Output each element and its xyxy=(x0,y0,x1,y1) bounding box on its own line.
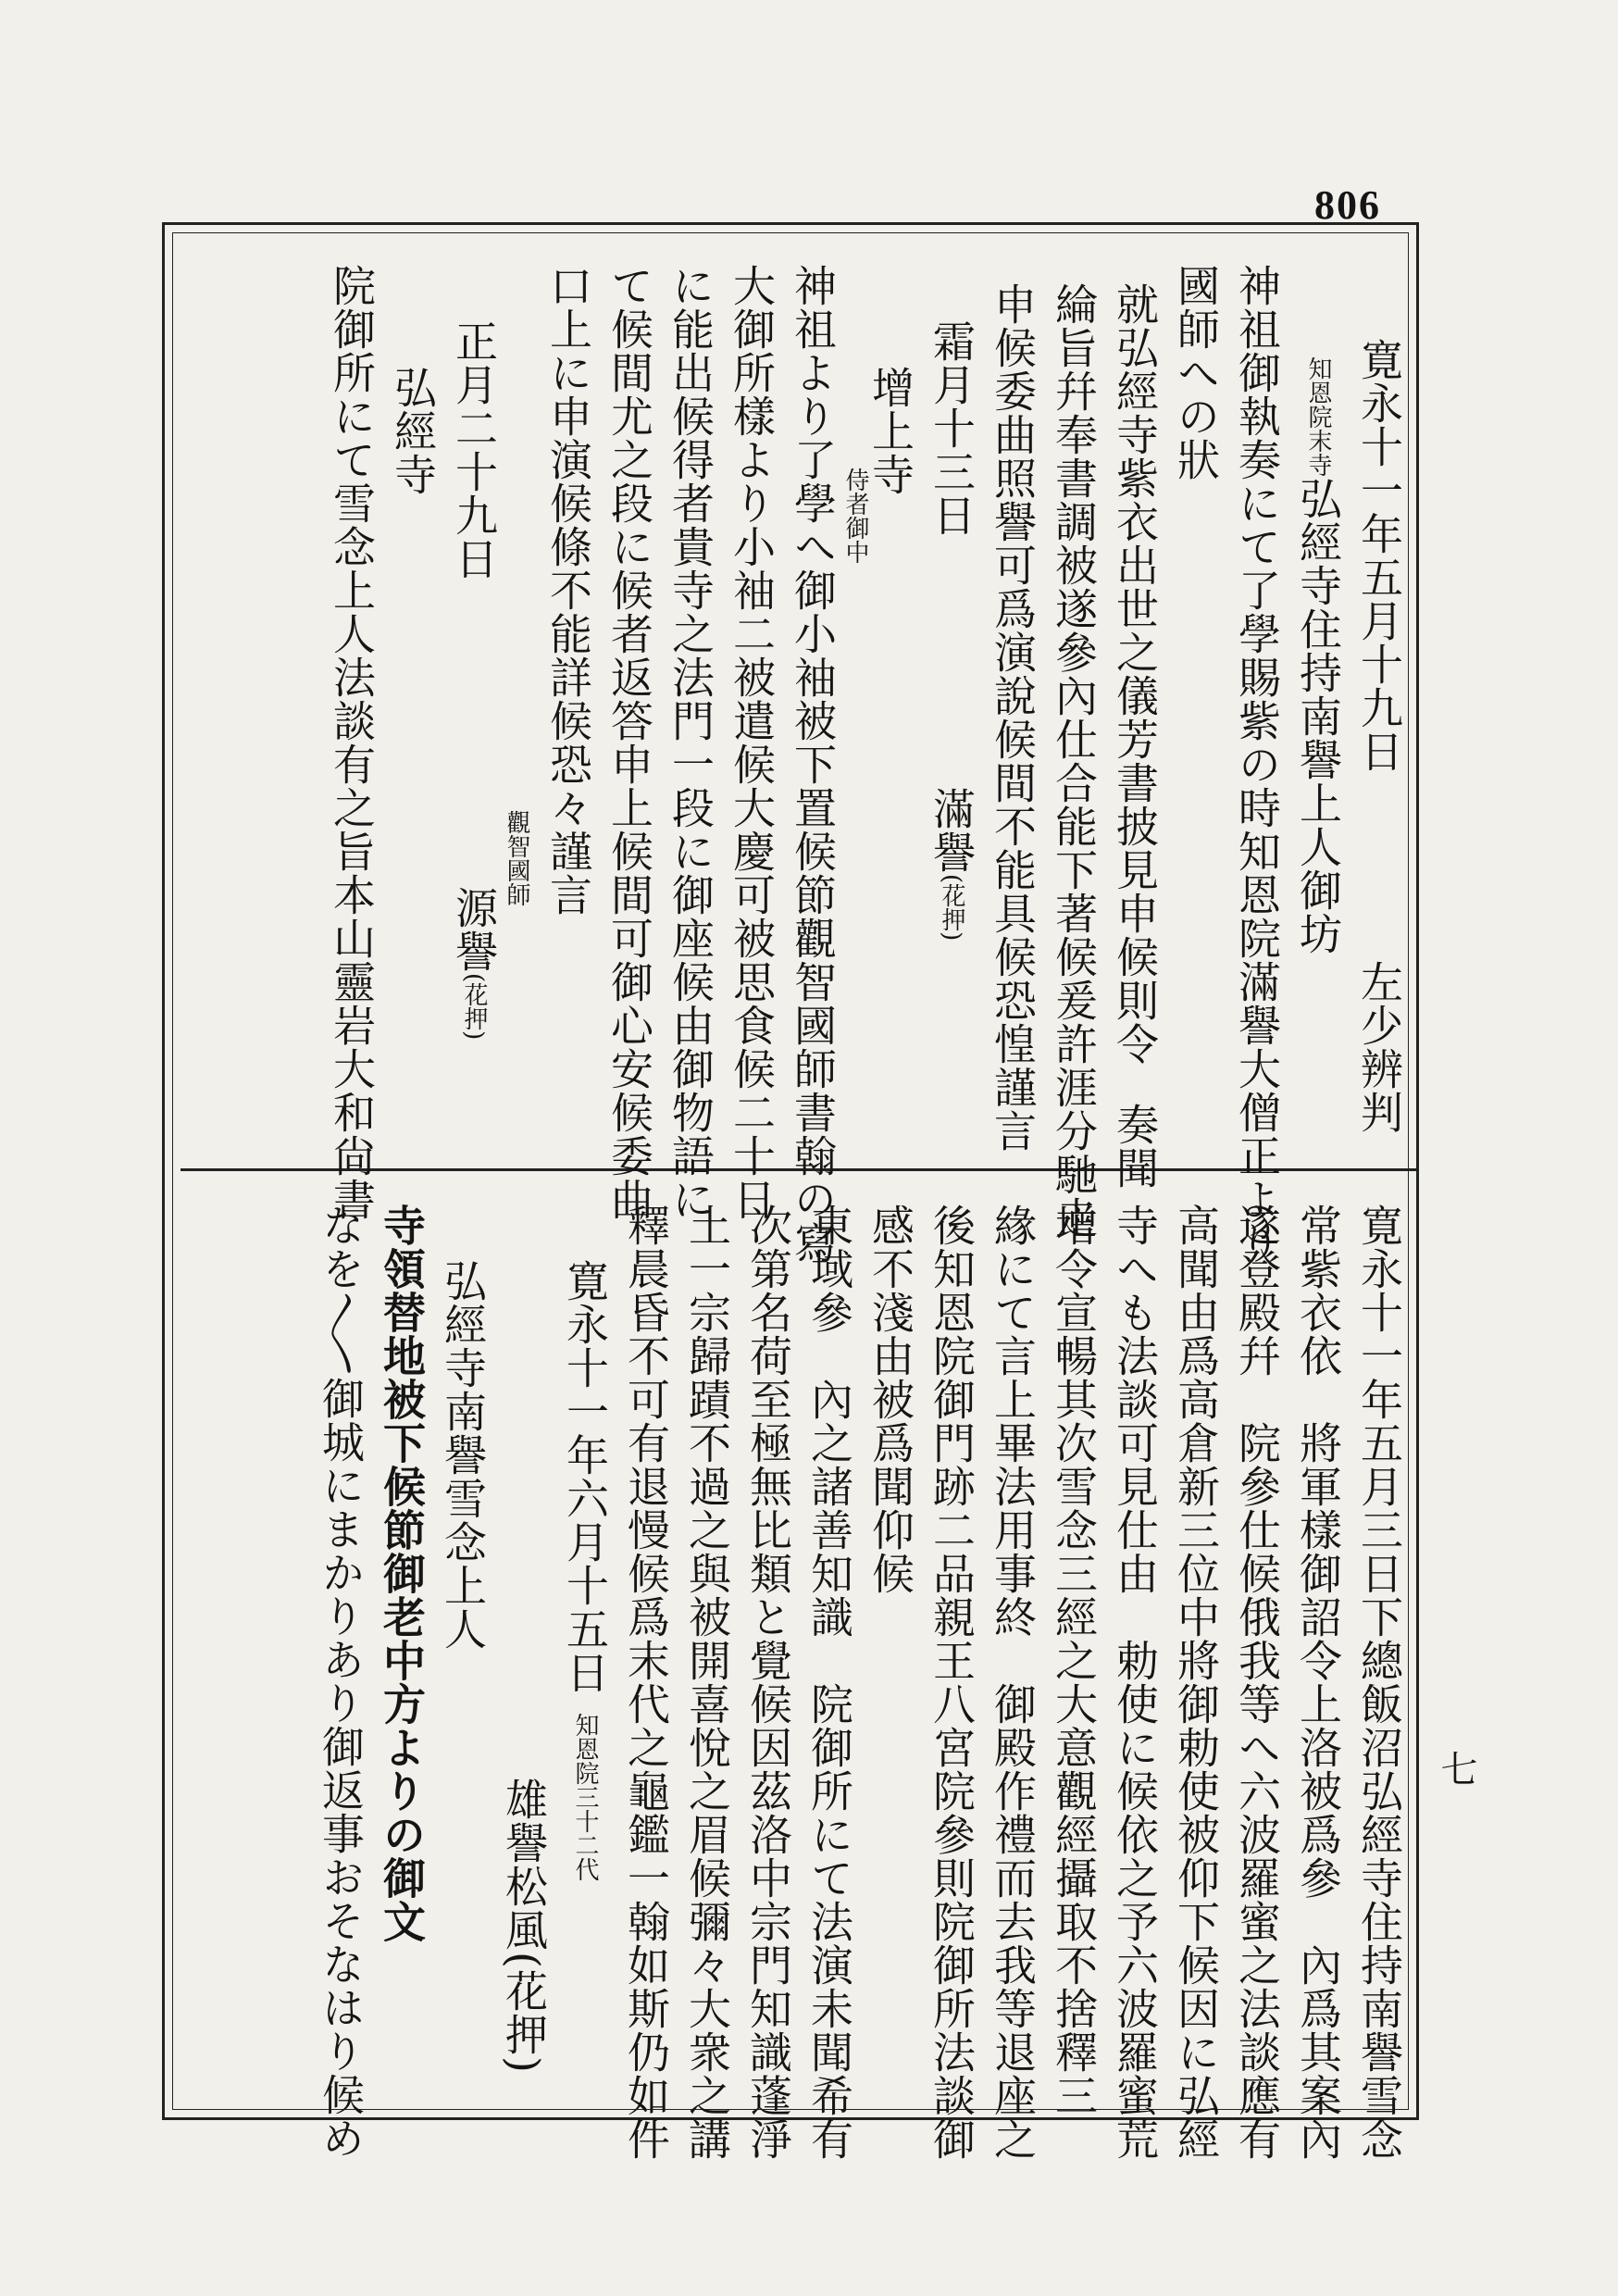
upper-line-16: 觀智國師 xyxy=(503,810,530,906)
annotation: 知恩院末寺 xyxy=(1304,356,1332,477)
upper-line-11: 神祖より了學へ御小袖被下置候節觀智國師書翰の寫 xyxy=(788,264,838,1265)
upper-line-4: 國師への狀 xyxy=(1171,264,1221,481)
upper-line-3: 神祖御執奏にて了學賜紫の時知恩院滿譽大僧正より xyxy=(1232,264,1282,1265)
lower-line-4: 高聞由爲高倉新三位中將御勅使被仰下候因に弘經 xyxy=(1171,1204,1221,2161)
lower-line-18: なを〳〵御城にまかりあり御返事おそなはり候め xyxy=(316,1204,366,2160)
margin-character: 七 xyxy=(1435,1750,1477,1787)
date-line: 正月二十九日 xyxy=(449,319,499,580)
lower-line-7: 緣にて言上畢法用事終 御殿作禮而去我等退座之 xyxy=(988,1204,1038,2161)
upper-line-8 xyxy=(912,264,977,1134)
date-line: 寛永十一年六月十五日 xyxy=(560,1259,610,1694)
lower-line-6: 增令宣暢其次雪念三經之大意觀經攝取不捨釋三 xyxy=(1049,1204,1099,2117)
upper-line-2 xyxy=(1278,264,1343,1134)
text-run: 奏聞 xyxy=(1110,1103,1160,1190)
upper-line-17 xyxy=(434,264,499,1134)
page-number: 806 xyxy=(1314,182,1381,228)
lower-line-1: 寛永十一年五月三日下總飯沼弘經寺住持南譽雪念 xyxy=(1354,1204,1404,2161)
lower-line-10: 東域參 內之諸善知識 院御所にて法演未聞希有 xyxy=(804,1204,854,2161)
signer: 左少辨判 xyxy=(1354,960,1404,1134)
upper-line-7: 申候委曲照譽可爲演說候間不能具候恐惶謹言 xyxy=(988,282,1038,1153)
lower-line-11: 次第名荷至極無比類と覺候因茲洛中宗門知識蓬淨 xyxy=(743,1204,793,2161)
signer: 源譽 xyxy=(449,886,499,973)
signer: 滿譽 xyxy=(927,787,977,874)
upper-line-10: 侍者御中 xyxy=(841,468,869,564)
addressee: 弘經寺住持南譽上人御坊 xyxy=(1293,477,1343,955)
lower-section xyxy=(301,1204,1404,2161)
upper-line-13: に能出候得者貴寺之法門一段に御座候由御物語に xyxy=(666,264,716,1221)
kao-mark: (花押) xyxy=(460,973,488,1041)
lower-line-3: 遂登殿幷 院參仕候俄我等へ六波羅蜜之法談應有 xyxy=(1232,1204,1282,2161)
lower-line-17: 寺領替地被下候節御老中方よりの御文 xyxy=(377,1204,427,1943)
date-line: 霜月十三日 xyxy=(927,319,977,537)
upper-line-19: 院御所にて雪念上人法談有之旨本山靈岩大和尙書 xyxy=(327,264,377,1221)
lower-line-13: 釋晨昏不可有退慢候爲末代之龜鑑一翰如斯仍如件 xyxy=(621,1204,671,2161)
upper-line-9: 增上寺 xyxy=(865,366,915,496)
lower-line-12: 土一宗歸蹟不過之與被開喜悅之眉候彌々大衆之講 xyxy=(682,1204,732,2161)
lower-line-2: 常紫衣依 將軍樣御詔令上洛被爲參 內爲其案內 xyxy=(1293,1204,1343,2161)
text-run: 就弘經寺紫衣出世之儀芳書披見申候則令 xyxy=(1110,282,1160,1066)
upper-line-15: 口上に申演候條不能詳候恐々謹言 xyxy=(543,264,593,917)
date-line: 寛永十一年五月十九日 xyxy=(1354,338,1404,773)
lower-line-16: 弘經寺南譽雪念上人 xyxy=(438,1259,488,1651)
upper-line-6: 綸旨幷奉書調被遂參內仕合能下著候爰許涯分馳走 xyxy=(1049,282,1099,1240)
upper-line-18: 弘經寺 xyxy=(388,366,438,496)
annotation: 知恩院三十二代 xyxy=(571,1713,599,1881)
upper-line-5 xyxy=(1095,264,1160,1190)
lower-line-8: 後知恩院御門跡二品親王八宮院參則院御所法談御 xyxy=(927,1204,977,2161)
kao-mark: (花押) xyxy=(938,874,965,942)
upper-line-1 xyxy=(1339,264,1404,1134)
upper-line-12: 大御所樣より小袖二被遣候大慶可被思食候二十日 xyxy=(727,264,777,1221)
lower-line-5: 寺へも法談可見仕由 勅使に候依之予六波羅蜜荒 xyxy=(1110,1204,1160,2161)
lower-line-14 xyxy=(545,1204,610,2083)
lower-line-15: 雄譽松風(花押) xyxy=(499,1778,549,2074)
upper-section xyxy=(312,264,1404,1265)
lower-line-9: 感不淺由被爲聞仰候 xyxy=(865,1204,915,1595)
upper-line-14: て候間尤之段に候者返答申上候間可御心安候委曲 xyxy=(604,264,654,1221)
